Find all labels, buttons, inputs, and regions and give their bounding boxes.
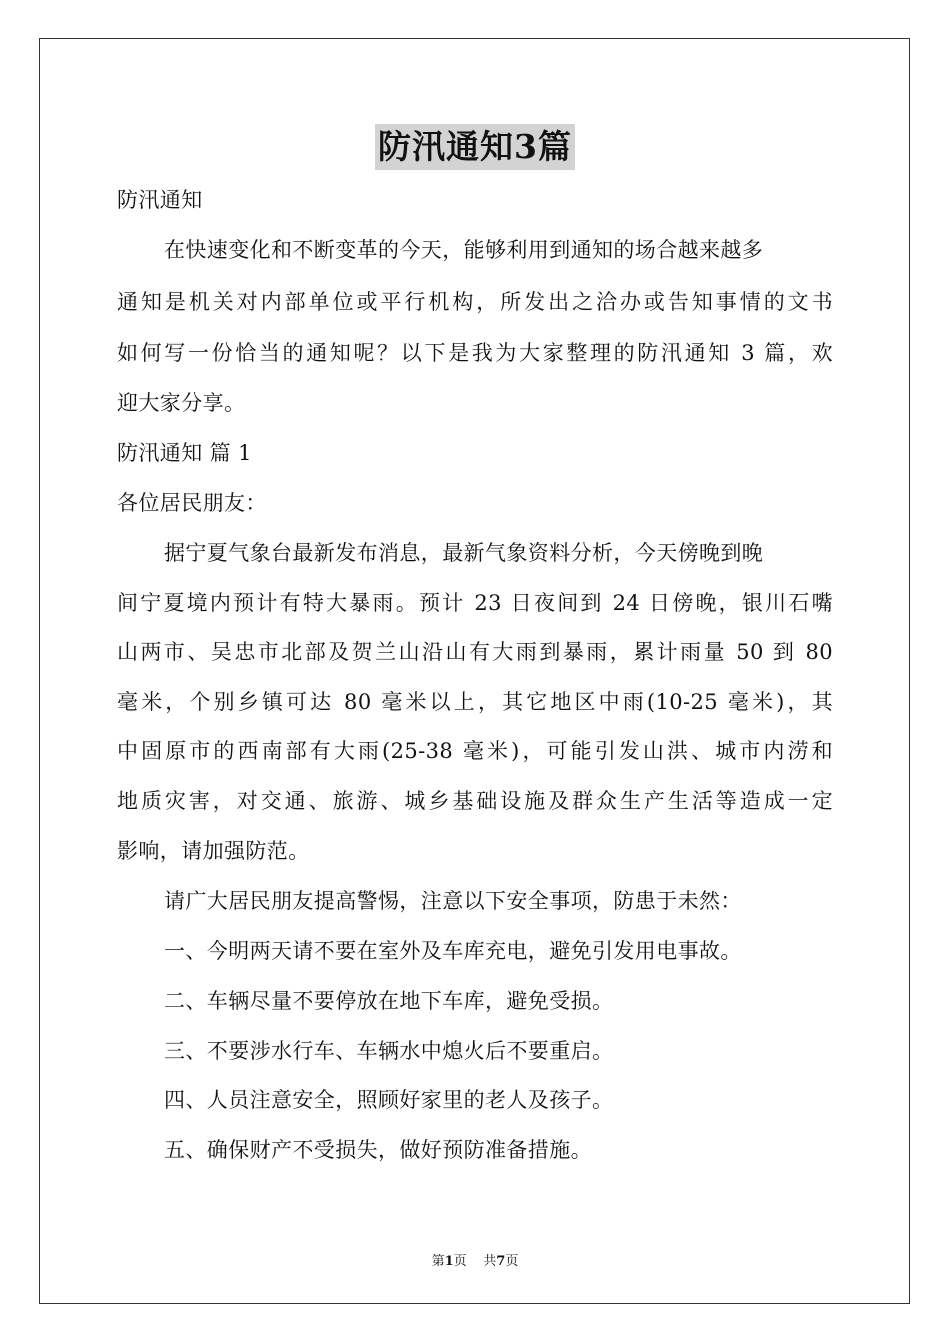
paragraph-line: 毫米，个别乡镇可达 80 毫米以上，其它地区中雨(10-25 毫米)，其	[117, 690, 833, 714]
paragraph-line: 地质灾害，对交通、旅游、城乡基础设施及群众生产生活等造成一定	[117, 789, 833, 813]
list-item: 五、确保财产不受损失，做好预防准备措施。	[164, 1138, 592, 1162]
page-border	[39, 38, 910, 1304]
section-heading: 防汛通知 篇 1	[117, 441, 252, 465]
paragraph-line: 如何写一份恰当的通知呢？以下是我为大家整理的防汛通知 3 篇，欢	[117, 341, 833, 365]
section-heading: 防汛通知	[117, 188, 203, 212]
paragraph-line: 山两市、吴忠市北部及贺兰山沿山有大雨到暴雨，累计雨量 50 到 80	[117, 640, 833, 664]
list-item: 二、车辆尽量不要停放在地下车库，避免受损。	[164, 989, 614, 1013]
paragraph-line: 影响，请加强防范。	[117, 839, 310, 863]
paragraph-line: 中固原市的西南部有大雨(25-38 毫米)，可能引发山洪、城市内涝和	[117, 739, 833, 763]
page-number: 1	[444, 1254, 454, 1269]
page-suffix: 页	[453, 1254, 467, 1269]
paragraph-line: 通知是机关对内部单位或平行机构，所发出之洽办或告知事情的文书	[117, 290, 833, 314]
paragraph-line: 在快速变化和不断变革的今天，能够利用到通知的场合越来越多	[164, 238, 764, 262]
list-item: 三、不要涉水行车、车辆水中熄火后不要重启。	[164, 1039, 614, 1063]
page-footer	[0, 1250, 950, 1269]
document-title: 防汛通知3篇	[375, 124, 575, 170]
salutation: 各位居民朋友：	[117, 491, 267, 515]
page-prefix: 第	[431, 1254, 445, 1269]
total-suffix: 页	[505, 1254, 519, 1269]
paragraph-line: 迎大家分享。	[117, 391, 246, 415]
paragraph-line: 间宁夏境内预计有特大暴雨。预计 23 日夜间到 24 日傍晚，银川石嘴	[117, 591, 833, 615]
paragraph-line: 据宁夏气象台最新发布消息，最新气象资料分析，今天傍晚到晚	[164, 541, 764, 565]
list-item: 一、今明两天请不要在室外及车库充电，避免引发用电事故。	[164, 939, 742, 963]
document-title-wrap	[0, 124, 950, 170]
total-pages: 7	[496, 1254, 506, 1269]
paragraph-line: 请广大居民朋友提高警惕，注意以下安全事项，防患于未然：	[164, 889, 742, 913]
total-prefix: 共	[483, 1254, 497, 1269]
list-item: 四、人员注意安全，照顾好家里的老人及孩子。	[164, 1088, 614, 1112]
